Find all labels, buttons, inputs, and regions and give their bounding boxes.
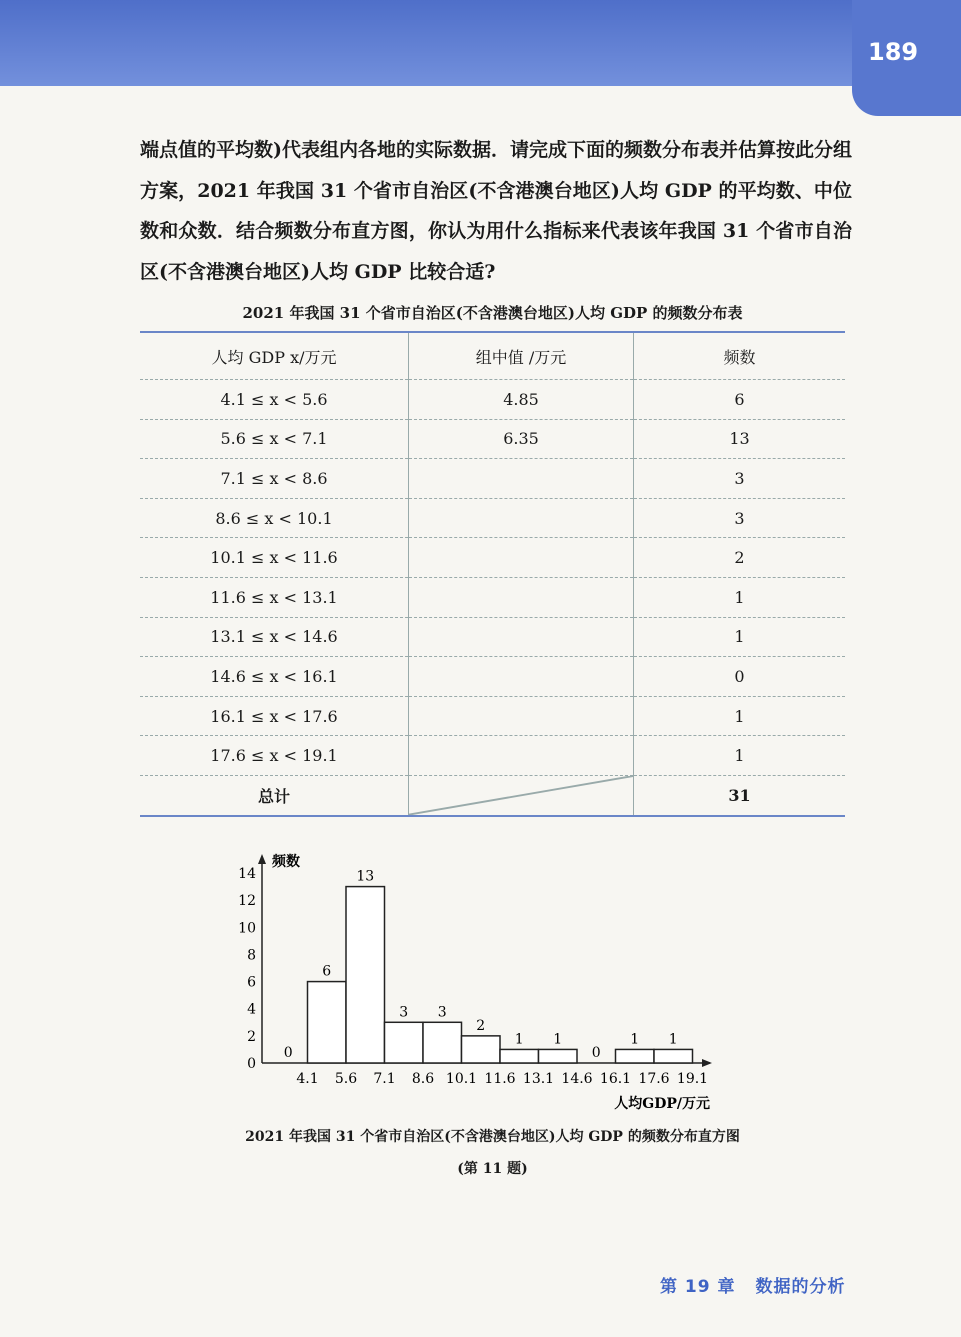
table-row: [140, 538, 845, 578]
footer: [660, 1272, 846, 1297]
y-tick-label: 2: [247, 1028, 256, 1045]
bar-value-label: 13: [356, 868, 375, 885]
table-cell: 4.1 ≤ x < 5.6: [140, 380, 409, 420]
bar-value-label: 1: [514, 1031, 524, 1048]
chapter-number: 第 19 章: [660, 1277, 736, 1297]
table-row: [140, 459, 845, 499]
histogram-bar: [654, 1049, 693, 1063]
histogram: [230, 840, 730, 1110]
total-value: 31: [634, 775, 846, 815]
question-text: 端点值的平均数)代表组内各地的实际数据．请完成下面的频数分布表并估算按此分组方案，2021 年我国 31 个省市自治区(不含港澳台地区)人均 GDP 的平均数、中位数和众数．结合频数分布直方图，你认为用什么指标来代表该年我国 31 个省市自治区(不含港澳台地区)人均 GDP 比较合适?: [140, 139, 852, 283]
table-row: [140, 380, 845, 420]
table-cell: [409, 498, 634, 538]
empty-diagonal-cell: [409, 775, 634, 815]
y-tick-label: 4: [247, 1001, 256, 1018]
y-tick-label: 12: [238, 893, 256, 910]
table-row: [140, 577, 845, 617]
histogram-bar: [423, 1022, 462, 1063]
header-curve: [0, 86, 852, 116]
table-cell: 1: [634, 577, 846, 617]
y-axis-arrow: [258, 854, 266, 864]
x-tick-label: 17.6: [638, 1071, 670, 1087]
table-cell: 5.6 ≤ x < 7.1: [140, 419, 409, 459]
bar-value-label: 1: [630, 1031, 640, 1048]
table-total-row: [140, 775, 845, 815]
x-tick-label: 11.6: [484, 1071, 516, 1087]
x-tick-label: 4.1: [296, 1071, 319, 1087]
table-cell: 16.1 ≤ x < 17.6: [140, 696, 409, 736]
chart-caption: 2021 年我国 31 个省市自治区(不含港澳台地区)人均 GDP 的频数分布直方图: [245, 1129, 740, 1145]
table-row: [140, 617, 845, 657]
table-cell: 6: [634, 380, 846, 420]
page-number: 189: [868, 38, 919, 66]
chapter-title: 数据的分析: [755, 1277, 846, 1297]
x-tick-label: 10.1: [445, 1071, 478, 1087]
table-cell: 17.6 ≤ x < 19.1: [140, 736, 409, 776]
x-tick-label: 16.1: [599, 1071, 632, 1087]
table-row: [140, 657, 845, 697]
table-cell: 8.6 ≤ x < 10.1: [140, 498, 409, 538]
bar-value-label: 3: [399, 1004, 409, 1021]
histogram-bar: [539, 1049, 578, 1063]
y-tick-label: 0: [247, 1056, 256, 1072]
histogram-bar: [462, 1036, 501, 1063]
bar-value-label: 2: [476, 1017, 486, 1034]
table-cell: [409, 538, 634, 578]
y-tick-label: 10: [238, 920, 256, 937]
y-tick-label: 8: [247, 947, 256, 964]
y-tick-label: 14: [238, 866, 256, 883]
histogram-bar: [385, 1022, 424, 1063]
exercise-label: (第 11 题): [457, 1161, 528, 1177]
table-cell: 3: [634, 498, 846, 538]
table-cell: 1: [634, 736, 846, 776]
histogram-bar: [500, 1049, 539, 1063]
frequency-table: [140, 331, 845, 817]
histogram-bar: [346, 887, 385, 1063]
table-title: 2021 年我国 31 个省市自治区(不含港澳台地区)人均 GDP 的频数分布表: [242, 304, 743, 322]
bar-value-label: 0: [591, 1045, 601, 1061]
bar-value-label: 1: [553, 1031, 563, 1048]
table-cell: 14.6 ≤ x < 16.1: [140, 657, 409, 697]
table-cell: [409, 696, 634, 736]
x-axis-label: 人均GDP/万元: [614, 1096, 710, 1110]
bar-value-label: 6: [322, 963, 332, 980]
bar-value-label: 1: [668, 1031, 678, 1048]
table-cell: 7.1 ≤ x < 8.6: [140, 459, 409, 499]
x-tick-label: 13.1: [522, 1071, 555, 1087]
table-cell: [409, 577, 634, 617]
table-cell: 3: [634, 459, 846, 499]
table-cell: 4.85: [409, 380, 634, 420]
table-cell: 13: [634, 419, 846, 459]
total-label: 总计: [140, 775, 409, 815]
histogram-bar: [308, 982, 347, 1063]
bar-value-label: 3: [437, 1004, 447, 1021]
table-cell: [409, 459, 634, 499]
bar-value-label: 0: [283, 1045, 293, 1061]
table-cell: [409, 736, 634, 776]
table-cell: 人均 GDP x/万元: [140, 332, 409, 380]
table-cell: 组中值 /万元: [409, 332, 634, 380]
x-tick-label: 14.6: [561, 1071, 593, 1087]
table-row: [140, 736, 845, 776]
y-tick-label: 6: [247, 974, 256, 991]
table-cell: [409, 617, 634, 657]
table-cell: 1: [634, 617, 846, 657]
x-tick-label: 5.6: [334, 1071, 358, 1087]
table-cell: 6.35: [409, 419, 634, 459]
table-cell: 2: [634, 538, 846, 578]
table-cell: 10.1 ≤ x < 11.6: [140, 538, 409, 578]
table-cell: 频数: [634, 332, 846, 380]
table-cell: 1: [634, 696, 846, 736]
table-cell: [409, 657, 634, 697]
table-row: [140, 696, 845, 736]
x-tick-label: 19.1: [676, 1071, 709, 1087]
table-header-row: [140, 332, 845, 380]
x-axis-arrow: [702, 1059, 712, 1067]
histogram-bar: [616, 1049, 655, 1063]
table-cell: 0: [634, 657, 846, 697]
table-cell: 11.6 ≤ x < 13.1: [140, 577, 409, 617]
y-axis-label: 频数: [272, 854, 300, 870]
x-tick-label: 8.6: [411, 1071, 435, 1087]
table-row: [140, 419, 845, 459]
header-band: [0, 0, 961, 86]
table-cell: 13.1 ≤ x < 14.6: [140, 617, 409, 657]
x-tick-label: 7.1: [373, 1071, 396, 1087]
table-row: [140, 498, 845, 538]
